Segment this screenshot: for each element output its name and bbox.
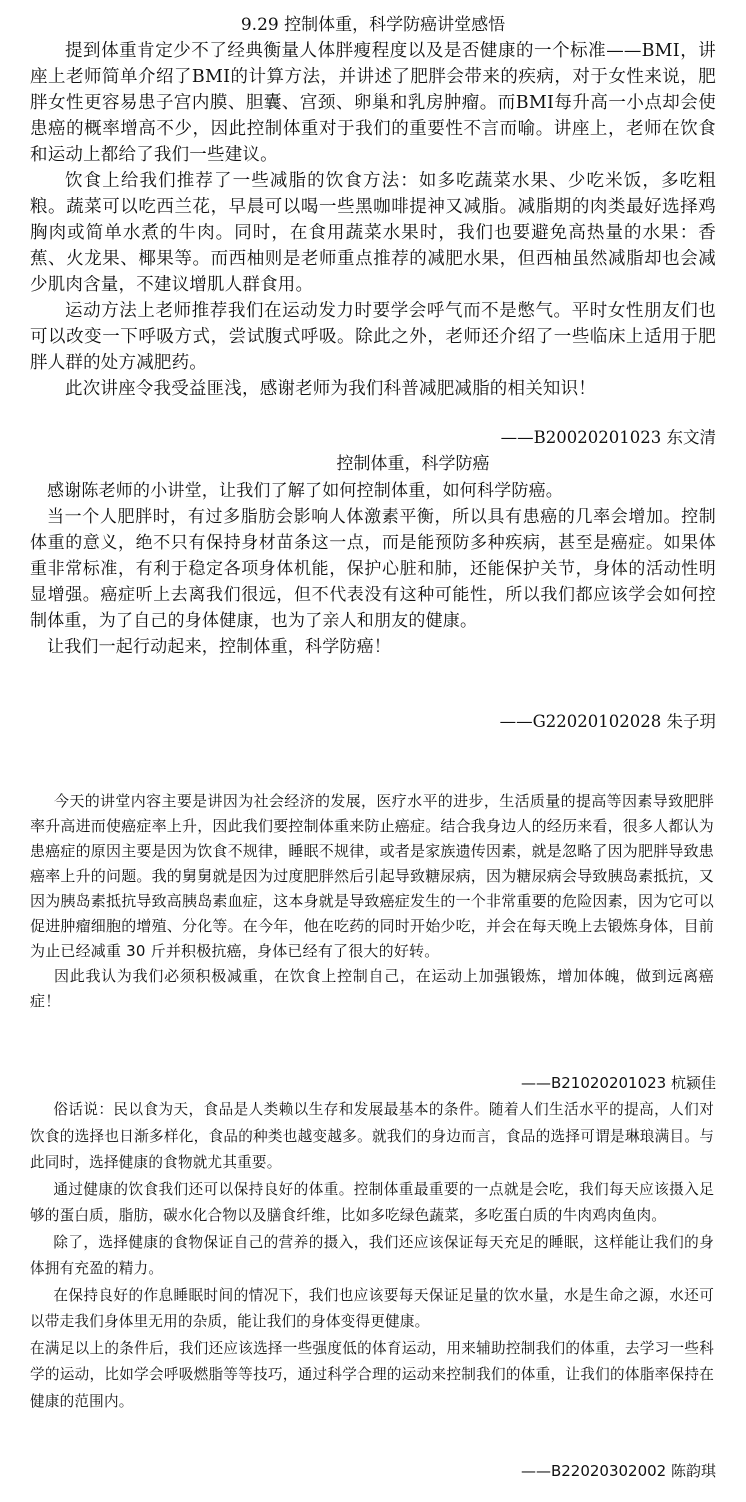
essay-2-paragraph: 当一个人肥胖时，有过多脂肪会影响人体激素平衡，所以具有患癌的几率会增加。控制体重的意义，绝不只有保持身材苗条这一点，而是能预防多种疾病，甚至是癌症。如果体重非常标准，有利于稳定各项身体机能，保护心脏和肺，还能保护关节，身体的活动性明显增强。癌症听上去离我们很远，但不代表没有这种可能性，所以我们都应该学会如何控制体重，为了自己的身体健康，也为了亲人和朋友的健康。 [30,507,716,631]
essay-1-signature: ——B20020201023 东文清 [500,428,716,447]
essay-2-title: 控制体重，科学防癌 [336,454,490,474]
essay-4-paragraph: 在满足以上的条件后，我们还应该选择一些强度低的体育运动，用来辅助控制我们的体重，去学习一些科学的运动，比如学会呼吸燃脂等等技巧，通过科学合理的运动来控制我们的体重，让我们的体脂率保持在健康的范围内。 [30,1339,714,1410]
essay-3-paragraph: 今天的讲堂内容主要是讲因为社会经济的发展，医疗水平的进步，生活质量的提高等因素导致肥胖率升高进而使癌症率上升，因此我们要控制体重来防止癌症。结合我身边人的经历来看，很多人都认为患癌症的原因主要是因为饮食不规律，睡眠不规律，或者是家族遗传因素，就是忽略了因为肥胖导致患癌率上升的问题。我的舅舅就是因为过度肥胖然后引起导致糖尿病，因为糖尿病会导致胰岛素抵抗，又因为胰岛素抵抗导致高胰岛素血症，这本身就是导致癌症发生的一个非常重要的危险因素，因为它可以促进肿瘤细胞的增殖、分化等。在今年，他在吃药的同时开始少吃，并会在每天晚上去锻炼身体，目前为止已经减重 30 斤并积极抗癌，身体已经有了很大的好转。 [30,792,715,960]
essay-1-paragraph: 运动方法上老师推荐我们在运动发力时要学会呼气而不是憋气。平时女性朋友们也可以改变一下呼吸方式，尝试腹式呼吸。除此之外，老师还介绍了一些临床上适用于肥胖人群的处方减肥药。 [30,301,716,373]
essay-4-signature: ——B22020302002 陈韵琪 [520,1462,716,1480]
essay-3-signature: ——B21020201023 杭颍佳 [520,1074,716,1092]
essay-2-paragraph: 让我们一起行动起来，控制体重，科学防癌！ [47,637,391,657]
essay-4-paragraph: 通过健康的饮食我们还可以保持良好的体重。控制体重最重要的一点就是会吃，我们每天应该摄入足够的蛋白质，脂肪，碳水化合物以及膳食纤维，比如多吃绿色蔬菜，多吃蛋白质的牛肉鸡肉鱼肉。 [30,1180,714,1224]
essay-1-title: 9.29 控制体重，科学防癌讲堂感悟 [240,15,506,35]
essay-2-paragraph: 感谢陈老师的小讲堂，让我们了解了如何控制体重，如何科学防癌。 [47,481,563,501]
essay-2-signature: ——G22020102028 朱子玥 [499,712,716,731]
essay-4-paragraph: 除了，选择健康的食物保证自己的营养的摄入，我们还应该保证每天充足的睡眠，这样能让我们的身体拥有充盈的精力。 [30,1233,714,1277]
essay-1-paragraph: 饮食上给我们推荐了一些减脂的饮食方法：如多吃蔬菜水果、少吃米饭，多吃粗粮。蔬菜可以吃西兰花，早晨可以喝一些黑咖啡提神又减脂。减脂期的肉类最好选择鸡胸肉或简单水煮的牛肉。同时，在食用蔬菜水果时，我们也要避免高热量的水果：香蕉、火龙果、椰果等。而西柚则是老师重点推荐的减肥水果，但西柚虽然减脂却也会减少肌肉含量，不建议增肌人群食用。 [30,171,716,295]
essay-1-body [0,38,746,402]
essay-2-body [0,478,746,660]
essay-1-paragraph: 此次讲座令我受益匪浅，感谢老师为我们科普减肥减脂的相关知识！ [65,379,596,399]
essay-1-paragraph: 提到体重肯定少不了经典衡量人体胖瘦程度以及是否健康的一个标准——BMI，讲座上老师简单介绍了BMI的计算方法，并讲述了肥胖会带来的疾病，对于女性来说，肥胖女性更容易患子宫内膜、胆囊、宫颈、卵巢和乳房肿瘤。而BMI每升高一小点却会使患癌的概率增高不少，因此控制体重对于我们的重要性不言而喻。讲座上，老师在饮食和运动上都给了我们一些建议。 [30,41,716,165]
essay-3-body [0,789,746,1014]
essay-4-paragraph: 在保持良好的作息睡眠时间的情况下，我们也应该要每天保证足量的饮水量，水是生命之源，水还可以带走我们身体里无用的杂质，能让我们的身体变得更健康。 [30,1286,714,1330]
essay-4-body [0,1097,746,1415]
essay-3-paragraph: 因此我认为我们必须积极减重，在饮食上控制自己，在运动上加强锻炼，增加体魄，做到远离癌症！ [30,967,714,1010]
essay-4-paragraph: 俗话说：民以食为天，食品是人类赖以生存和发展最基本的条件。随着人们生活水平的提高，人们对饮食的选择也日渐多样化，食品的种类也越变越多。就我们的身边而言，食品的选择可谓是琳琅满目。与此同时，选择健康的食物就尤其重要。 [30,1101,714,1171]
